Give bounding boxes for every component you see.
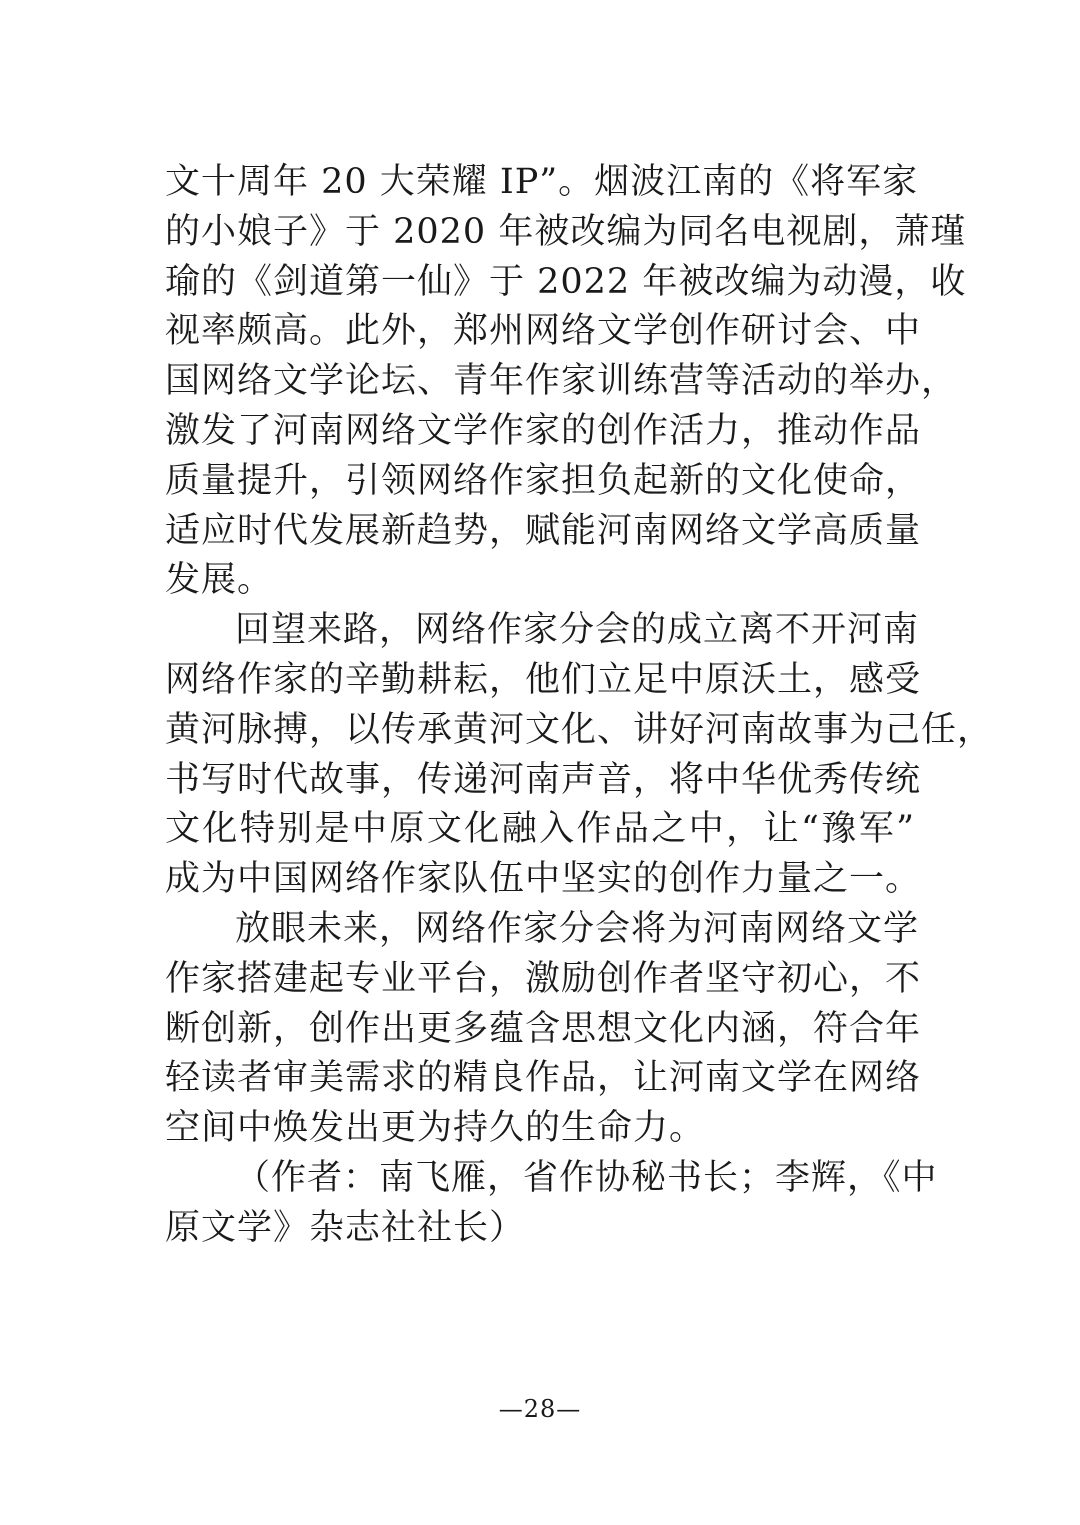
author-note-line: 原文学》杂志社社长） (165, 1207, 526, 1248)
text-line: 作家搭建起专业平台，激励创作者坚守初心，不 (165, 958, 922, 999)
author-note-line: （作者：南飞雁，省作协秘书长；李辉，《中 (235, 1157, 938, 1198)
text-line: 视率颇高。此外，郑州网络文学创作研讨会、中 (165, 311, 922, 352)
text-line: 成为中国网络作家队伍中坚实的创作力量之一。 (165, 859, 922, 900)
text-line: 轻读者审美需求的精良作品，让河南文学在网络 (165, 1058, 922, 1099)
text-line: 回望来路，网络作家分会的成立离不开河南 (235, 610, 920, 651)
text-line: 断创新，创作出更多蕴含思想文化内涵，符合年 (165, 1008, 922, 1049)
text-line: 质量提升，引领网络作家担负起新的文化使命， (165, 460, 922, 501)
text-line: 放眼未来，网络作家分会将为河南网络文学 (235, 908, 920, 949)
page-number: —28— (498, 1395, 582, 1423)
text-line: 国网络文学论坛、青年作家训练营等活动的举办， (165, 361, 958, 402)
text-line: 瑜的《剑道第一仙》于 2022 年被改编为动漫，收 (165, 261, 967, 302)
text-line: 文十周年 20 大荣耀 IP”。烟波江南的《将军家 (165, 162, 919, 202)
text-line: 激发了河南网络文学作家的创作活力，推动作品 (165, 410, 922, 451)
text-line: 文化特别是中原文化融入作品之中，让“豫军” (165, 809, 915, 850)
text-line: 黄河脉搏，以传承黄河文化、讲好河南故事为己任， (165, 709, 994, 750)
text-line: 空间中焕发出更为持久的生命力。 (165, 1108, 706, 1149)
text-line: 书写时代故事，传递河南声音，将中华优秀传统 (165, 759, 922, 800)
text-line: 发展。 (165, 560, 274, 601)
text-line: 适应时代发展新趋势，赋能河南网络文学高质量 (165, 510, 922, 551)
text-line: 的小娘子》于 2020 年被改编为同名电视剧，萧瑾 (165, 211, 967, 252)
document-body (165, 158, 994, 1254)
text-line: 网络作家的辛勤耕耘，他们立足中原沃土，感受 (165, 659, 922, 700)
